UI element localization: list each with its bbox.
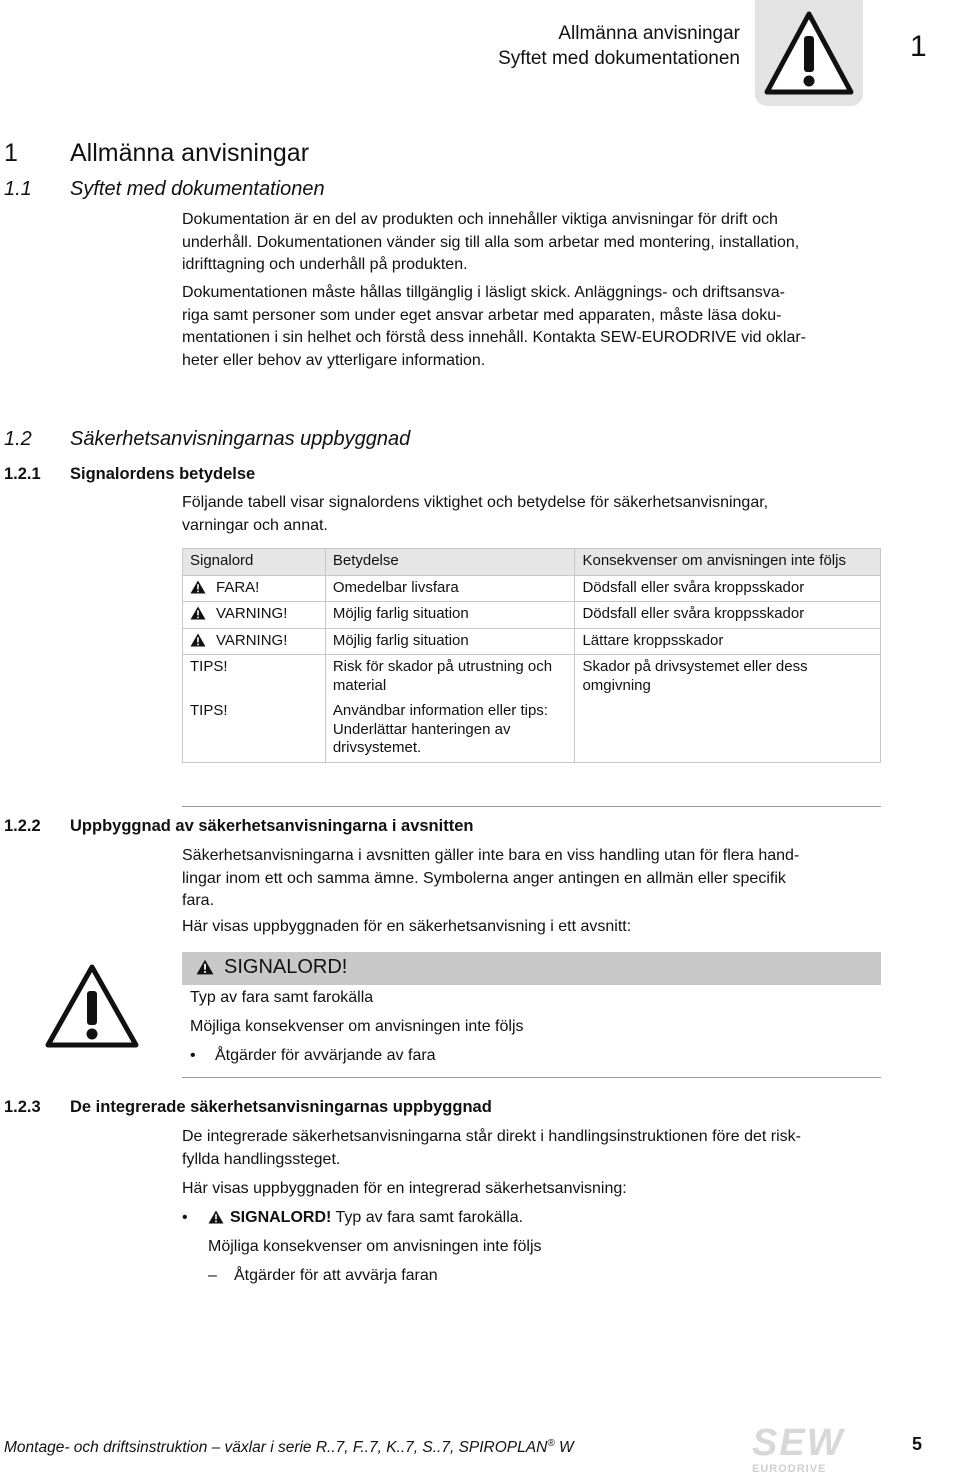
section-title: Säkerhetsanvisningarnas uppbyggnad	[70, 428, 411, 450]
table-row	[183, 575, 881, 602]
purpose-paragraph-2: Dokumentationen måste hållas tillgänglig i läsligt skick. Anläggnings- och driftsansva- riga samt personer som under eget ansvar arbetar med apparaten, måste läsa doku- mentationen i sin helhet och förstå dess innehåll. Kontakta SEW-EURODRIVE vid oklar- heter eller behov av ytterligare information.	[182, 284, 806, 369]
footer-document-title: Montage- och driftsinstruktion – växlar i serie R..7, F..7, K..7, S..7, SPIROPLAN® W	[4, 1438, 574, 1457]
section-1-1-heading	[4, 178, 704, 204]
integrated-measure-line: Åtgärder för att avvärja faran	[234, 1267, 438, 1284]
signal-cell: VARNING!	[183, 628, 326, 655]
section-1-heading	[4, 139, 604, 169]
integrated-notes-lead: Här visas uppbyggnaden för en integrerad säkerhetsanvisning:	[182, 1180, 627, 1197]
section-notes-lead: Här visas uppbyggnaden för en säkerhetsanvisning i ett avsnitt:	[182, 918, 632, 935]
signal-words-table	[182, 548, 881, 763]
table-header-row	[183, 549, 881, 576]
divider	[182, 1077, 881, 1078]
section-number: 1.1	[4, 178, 32, 200]
warning-triangle-icon	[190, 606, 206, 620]
warning-triangle-icon	[755, 0, 863, 106]
section-1-2-2-heading	[4, 817, 704, 839]
purpose-paragraph-1: Dokumentation är en del av produkten och innehåller viktiga anvisningar för drift och underhåll. Dokumentationen vänder sig till alla som arbetar med montering, installation, idrifttagning och underhåll på produkten.	[182, 211, 800, 273]
section-1-2-1-heading	[4, 465, 704, 487]
integrated-consequence-line: Möjliga konsekvenser om anvisningen inte följs	[208, 1238, 542, 1255]
meaning-cell: Användbar information eller tips: Underlättar hanteringen av drivsystemet.	[325, 699, 575, 762]
section-title: Syftet med dokumentationen	[70, 178, 325, 200]
divider	[182, 806, 881, 807]
hazard-type-line: Typ av fara samt farokälla	[190, 989, 374, 1006]
warning-triangle-icon	[196, 959, 214, 975]
warning-triangle-icon	[190, 580, 206, 594]
page-number: 5	[912, 1434, 923, 1454]
bullet-marker: •	[190, 1047, 196, 1064]
table-row	[183, 699, 881, 762]
header-title: Allmänna anvisningar	[558, 23, 740, 44]
column-header: Konsekvenser om anvisningen inte följs	[575, 549, 881, 576]
section-title: Allmänna anvisningar	[70, 139, 310, 167]
section-1-2-heading	[4, 428, 704, 454]
bullet-marker: •	[182, 1209, 188, 1226]
section-number: 1.2.3	[4, 1098, 41, 1116]
dash-marker: –	[208, 1267, 217, 1284]
section-title: De integrerade säkerhetsanvisningarnas uppbyggnad	[70, 1098, 492, 1116]
warning-triangle-icon	[44, 963, 140, 1049]
general-hazard-symbol	[44, 963, 140, 1054]
consequence-line: Möjliga konsekvenser om anvisningen inte följs	[190, 1018, 524, 1035]
column-header: Betydelse	[325, 549, 575, 576]
section-number: 1.2.2	[4, 817, 41, 835]
sew-eurodrive-logo: SEW EURODRIVE	[752, 1422, 845, 1475]
table-row	[183, 602, 881, 629]
column-header: Signalord	[183, 549, 326, 576]
table-row	[183, 655, 881, 700]
meaning-cell: Omedelbar livsfara	[325, 575, 575, 602]
warning-triangle-icon	[208, 1210, 224, 1224]
warning-triangle-icon	[190, 633, 206, 647]
consequence-cell: Skador på drivsystemet eller dess omgivning	[575, 655, 881, 700]
consequence-cell: Lättare kroppsskador	[575, 628, 881, 655]
section-title: Signalordens betydelse	[70, 465, 256, 483]
section-notes-paragraph: Säkerhetsanvisningarna i avsnitten gäller inte bara en viss handling utan för flera hand- lingar inom ett och samma ämne. Symbolerna anger antingen en allmän eller specifik fara.	[182, 847, 800, 909]
consequence-cell: Dödsfall eller svåra kroppsskador	[575, 602, 881, 629]
section-number: 1.2	[4, 428, 32, 450]
header-warning-box	[755, 0, 863, 106]
section-number: 1	[4, 139, 18, 167]
signal-cell: TIPS!	[183, 655, 326, 700]
consequence-cell: Dödsfall eller svåra kroppsskador	[575, 575, 881, 602]
table-row	[183, 628, 881, 655]
meaning-cell: Möjlig farlig situation	[325, 602, 575, 629]
signal-words-intro: Följande tabell visar signalordens viktighet och betydelse för säkerhetsanvisningar, varningar och annat.	[182, 494, 769, 534]
section-title: Uppbyggnad av säkerhetsanvisningarna i avsnitten	[70, 817, 474, 835]
meaning-cell: Möjlig farlig situation	[325, 628, 575, 655]
signal-word-label: SIGNALORD!	[196, 955, 347, 979]
section-number: 1.2.1	[4, 465, 41, 483]
signal-cell: VARNING!	[183, 602, 326, 629]
signal-cell: FARA!	[183, 575, 326, 602]
meaning-cell: Risk för skador på utrustning och material	[325, 655, 575, 700]
integrated-notes-paragraph: De integrerade säkerhetsanvisningarna står direkt i handlingsinstruktionen före det risk- fyllda handlingssteget.	[182, 1128, 801, 1168]
signal-cell: TIPS!	[183, 699, 326, 762]
chapter-number: 1	[910, 30, 927, 63]
integrated-signal-line: SIGNALORD! Typ av fara samt farokälla.	[208, 1207, 523, 1229]
section-1-2-3-heading	[4, 1098, 704, 1120]
consequence-cell	[575, 699, 881, 762]
header-subtitle: Syftet med dokumentationen	[498, 48, 740, 69]
measure-line: Åtgärder för avvärjande av fara	[215, 1047, 436, 1064]
